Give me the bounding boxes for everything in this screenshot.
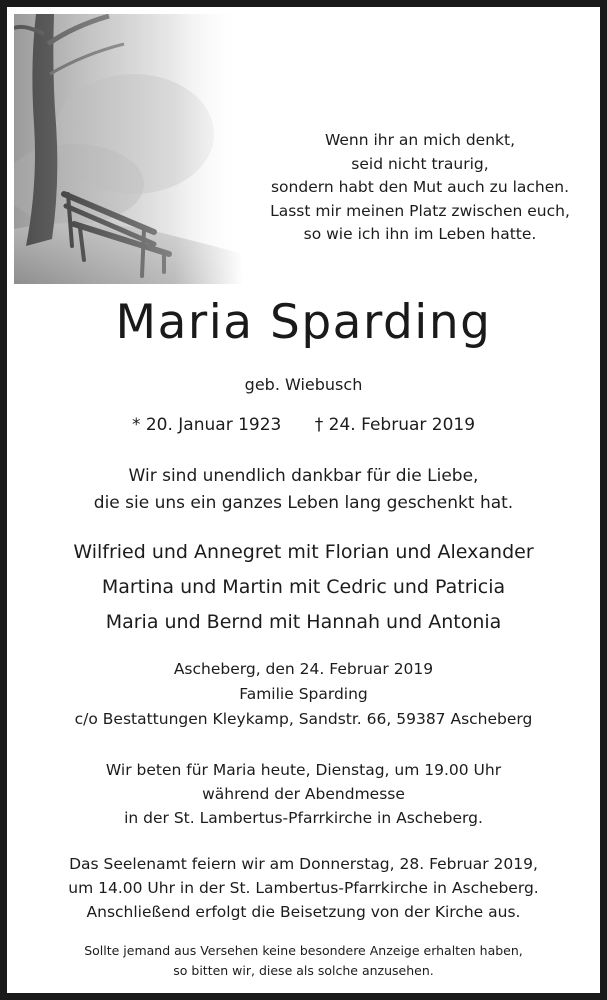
- thanks-line: Wir sind unendlich dankbar für die Liebe,: [128, 466, 479, 486]
- poem: [243, 129, 597, 247]
- family-signature: Familie Sparding: [239, 685, 368, 703]
- poem-line: so wie ich ihn im Leben hatte.: [303, 225, 537, 243]
- birth-date: * 20. Januar 1923: [131, 415, 282, 435]
- poem-line: Wenn ihr an mich denkt,: [324, 131, 516, 149]
- requiem-line: Das Seelenamt feiern wir am Donnerstag, 28. Februar 2019,: [69, 855, 538, 873]
- poem-line: sondern habt den Mut auch zu lachen.: [270, 178, 570, 196]
- requiem-line: um 14.00 Uhr in der St. Lambertus-Pfarrkirche in Ascheberg.: [68, 879, 539, 897]
- contact-address: c/o Bestattungen Kleykamp, Sandstr. 66, 59387 Ascheberg: [74, 710, 533, 728]
- thanks-line: die sie uns ein ganzes Leben lang geschenkt hat.: [93, 493, 514, 513]
- life-dates: [7, 415, 600, 435]
- family-line: Martina und Martin mit Cedric und Patricia: [101, 576, 506, 598]
- notice-line: Sollte jemand aus Versehen keine besondere Anzeige erhalten haben,: [84, 943, 523, 958]
- death-date: † 24. Februar 2019: [314, 415, 476, 435]
- requiem-line: Anschließend erfolgt die Beisetzung von der Kirche aus.: [86, 903, 521, 921]
- tree-and-bench-icon: [14, 14, 243, 284]
- closing-notice: [7, 941, 600, 981]
- poem-line: seid nicht traurig,: [351, 154, 489, 173]
- notice-line: so bitten wir, diese als solche anzusehen.: [173, 963, 434, 978]
- requiem-info: [7, 852, 600, 924]
- family-line: Maria und Bernd mit Hannah und Antonia: [105, 611, 502, 633]
- maiden-name: geb. Wiebusch: [244, 375, 363, 394]
- prayer-line: während der Abendmesse: [202, 785, 405, 803]
- prayer-info: [7, 758, 600, 830]
- place-date: Ascheberg, den 24. Februar 2019: [173, 660, 434, 678]
- mourning-families: [7, 535, 600, 640]
- family-line: Wilfried und Annegret mit Florian und Alexander: [73, 541, 534, 563]
- prayer-line: Wir beten für Maria heute, Dienstag, um 19.00 Uhr: [105, 761, 502, 779]
- prayer-line: in der St. Lambertus-Pfarrkirche in Ascheberg.: [124, 809, 483, 827]
- deceased-name: Maria Sparding: [115, 295, 492, 350]
- signature-block: [7, 657, 600, 732]
- thanks-text: [7, 463, 600, 517]
- poem-line: Lasst mir meinen Platz zwischen euch,: [270, 201, 570, 220]
